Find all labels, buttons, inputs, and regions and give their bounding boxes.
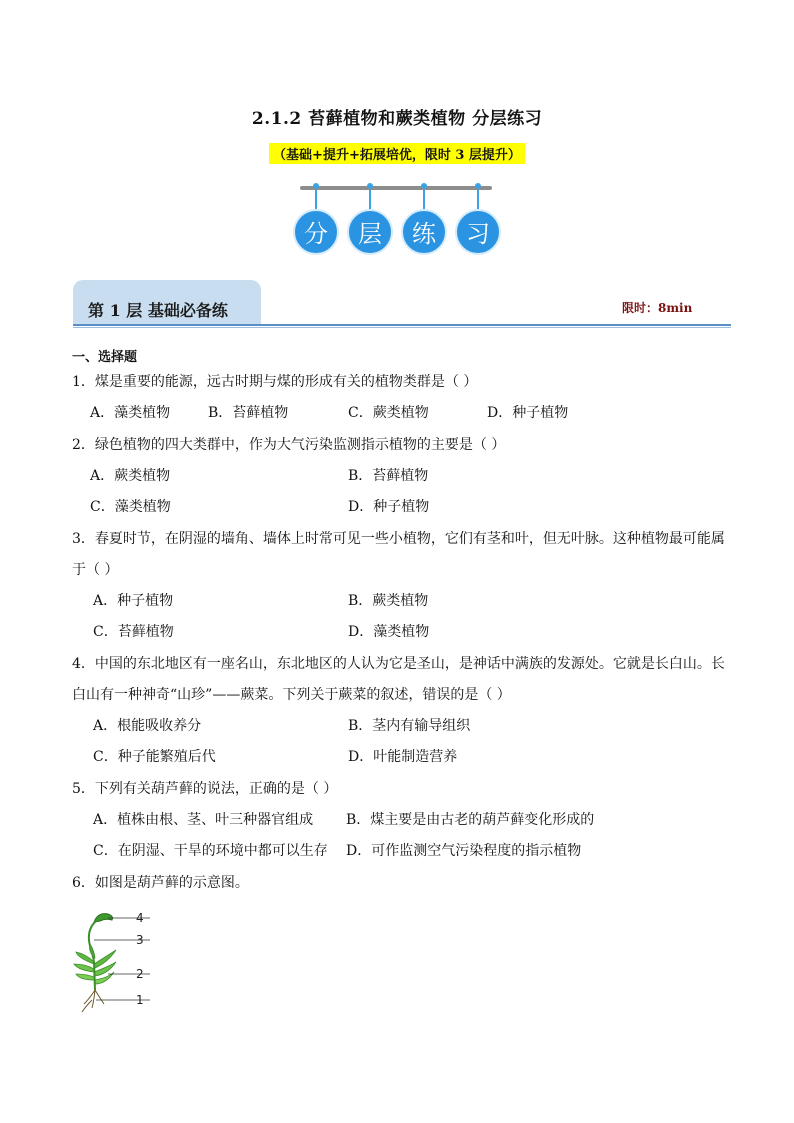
answer-option[interactable]: A．植株由根、茎、叶三种器官组成 <box>93 812 314 828</box>
figure-label: 4 <box>136 911 144 925</box>
answer-option[interactable]: A．蕨类植物 <box>90 468 171 484</box>
leaf-shape <box>76 974 94 980</box>
divider <box>73 327 731 328</box>
question-stem: 6．如图是葫芦藓的示意图。 <box>72 875 249 891</box>
question-stem: 2．绿色植物的四大类群中，作为大气污染监测指示植物的主要是（ ） <box>72 437 506 453</box>
leaf-shape <box>90 944 96 958</box>
banner-pin <box>421 183 427 189</box>
figure-label: 1 <box>136 993 144 1007</box>
answer-option[interactable]: C．蕨类植物 <box>348 405 429 421</box>
answer-option[interactable]: B．茎内有输导组织 <box>348 718 471 734</box>
answer-option[interactable]: D．种子植物 <box>487 405 569 421</box>
answer-option[interactable]: B．苔藓植物 <box>348 468 429 484</box>
question-stem: 5．下列有关葫芦藓的说法，正确的是（ ） <box>72 781 338 797</box>
section-heading: 一、选择题 <box>72 350 138 365</box>
answer-option[interactable]: D．藻类植物 <box>348 624 430 640</box>
answer-option[interactable]: A．根能吸收养分 <box>93 718 202 734</box>
answer-option[interactable]: D．种子植物 <box>348 499 430 515</box>
banner-pin <box>367 183 373 189</box>
question-stem: 3．春夏时节，在阴湿的墙角、墙体上时常可见一些小植物，它们有茎和叶，但无叶脉。这种植物最可能属 <box>72 531 725 547</box>
answer-option[interactable]: A．藻类植物 <box>90 405 171 421</box>
moss-diagram <box>72 906 162 1014</box>
question-stem: 1．煤是重要的能源，远古时期与煤的形成有关的植物类群是（ ） <box>72 374 478 390</box>
answer-option[interactable]: C．藻类植物 <box>90 499 171 515</box>
banner-char: 习 <box>455 209 501 255</box>
banner-char: 层 <box>347 209 393 255</box>
figure-label: 3 <box>136 933 144 947</box>
page-subtitle: （基础+提升+拓展培优，限时 3 层提升） <box>269 143 525 164</box>
answer-option[interactable]: C．在阴湿、干旱的环境中都可以生存 <box>93 843 328 859</box>
answer-option[interactable]: D．叶能制造营养 <box>348 749 458 765</box>
rhizoid-shape <box>82 990 104 1012</box>
stem-shape <box>94 962 95 990</box>
banner-pin <box>313 183 319 189</box>
answer-option[interactable]: C．苔藓植物 <box>93 624 174 640</box>
banner-char: 练 <box>401 209 447 255</box>
question-stem: 于（ ） <box>72 562 119 578</box>
question-stem: 4．中国的东北地区有一座名山，东北地区的人认为它是圣山，是神话中满族的发源处。它就是长白山。长 <box>72 656 725 672</box>
figure-label: 2 <box>136 967 144 981</box>
answer-option[interactable]: C．种子能繁殖后代 <box>93 749 216 765</box>
section-banner <box>290 183 502 263</box>
answer-option[interactable]: D．可作监测空气污染程度的指示植物 <box>346 843 582 859</box>
banner-bar <box>300 186 492 190</box>
leaf-shape <box>74 964 94 972</box>
banner-char: 分 <box>293 209 339 255</box>
page-title: 2.1.2 苔藓植物和蕨类植物 分层练习 <box>251 109 543 129</box>
answer-option[interactable]: A．种子植物 <box>93 593 174 609</box>
answer-option[interactable]: B．苔藓植物 <box>208 405 289 421</box>
layer-title: 第 1 层 基础必备练 <box>88 301 228 320</box>
banner-pin <box>475 183 481 189</box>
answer-option[interactable]: B．蕨类植物 <box>348 593 429 609</box>
answer-option[interactable]: B．煤主要是由古老的葫芦藓变化形成的 <box>346 812 595 828</box>
question-stem: 白山有一种神奇“山珍”——蕨菜。下列关于蕨菜的叙述，错误的是（ ） <box>72 687 511 703</box>
time-limit: 限时：8min <box>622 301 693 315</box>
divider <box>73 324 731 326</box>
